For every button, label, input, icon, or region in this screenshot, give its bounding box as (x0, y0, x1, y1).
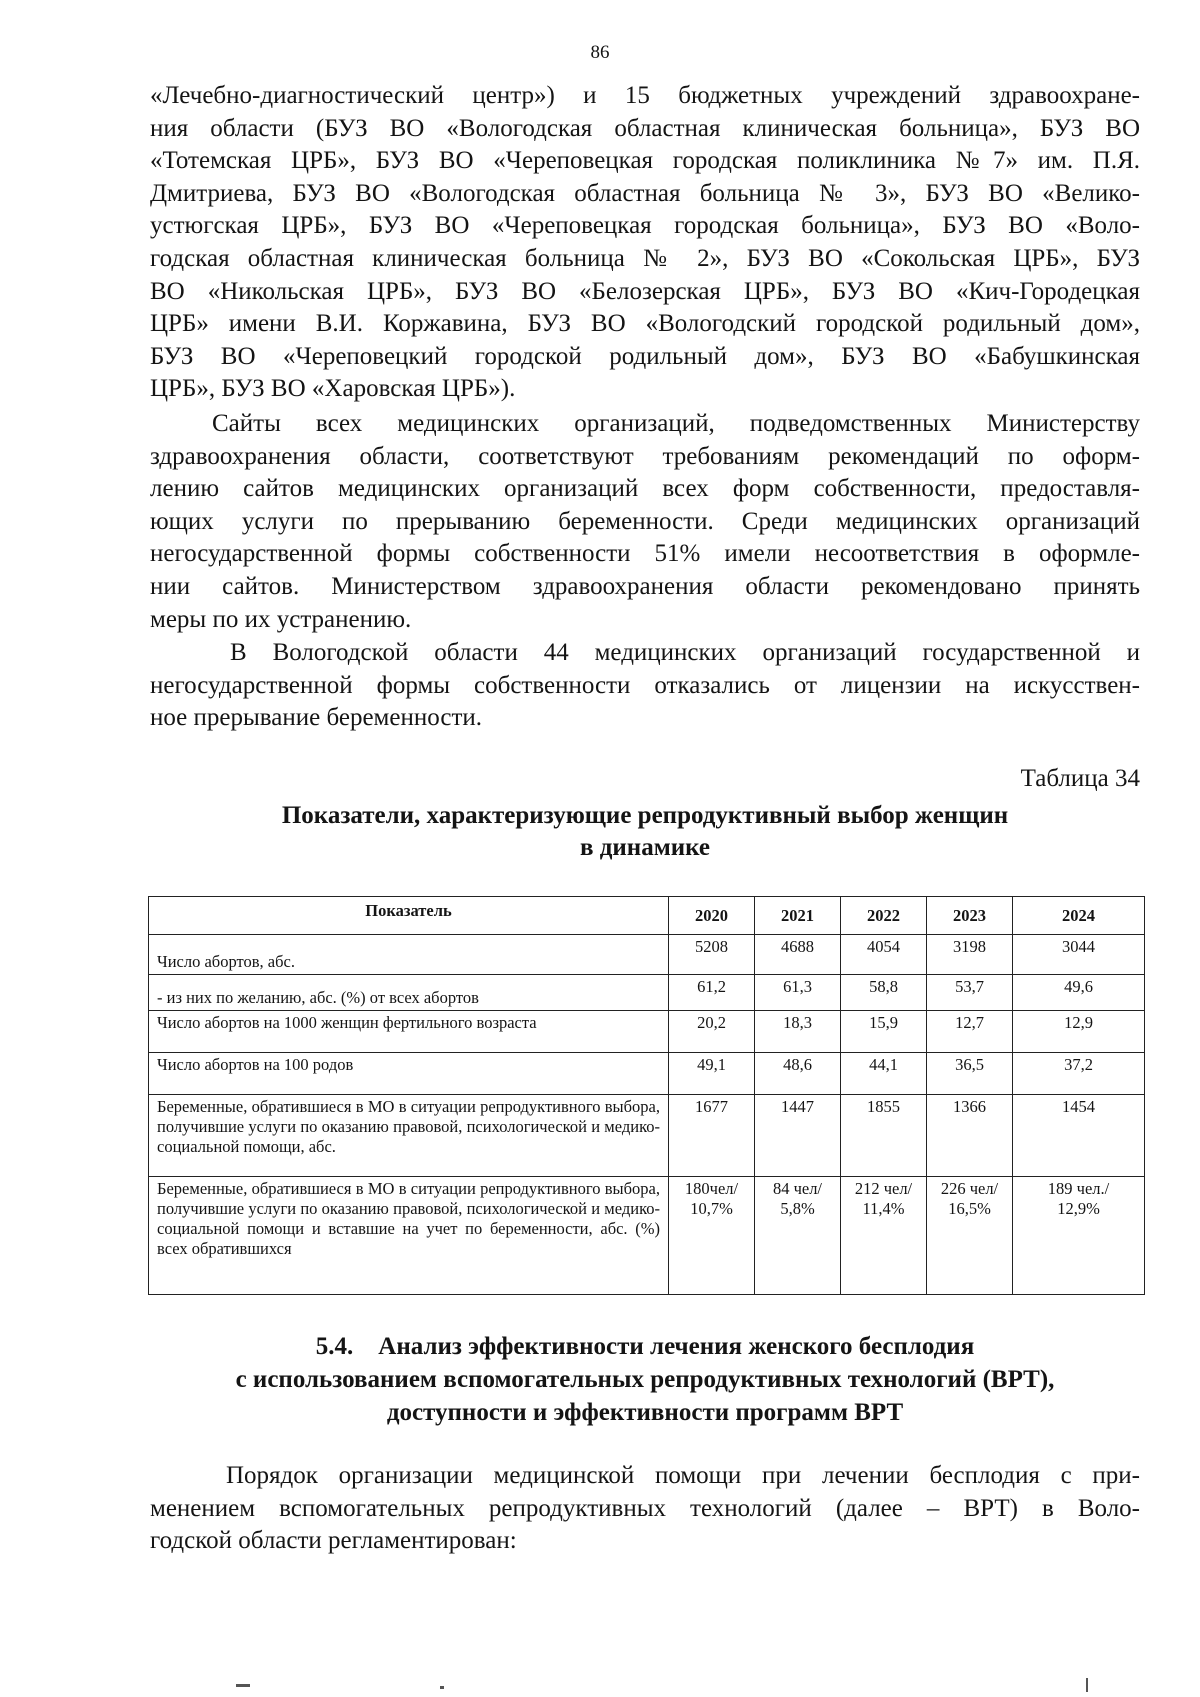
cell-value: 48,6 (755, 1053, 841, 1095)
cell-value: 1447 (755, 1095, 841, 1177)
header-indicator: Показатель (149, 897, 669, 935)
cell-count: 212 чел/ (854, 1179, 913, 1198)
paragraph-websites (150, 408, 1140, 636)
text-line: ния области (БУЗ ВО «Вологодская областная клиническая больница», БУЗ ВО (150, 114, 1140, 142)
table-row (149, 935, 1145, 975)
header-year: 2023 (927, 897, 1013, 935)
table-title-line: в динамике (579, 834, 711, 861)
table-title-line: Показатели, характеризующие репродуктивный выбор женщин (281, 802, 1009, 829)
cell-value (669, 1177, 755, 1295)
header-year: 2020 (669, 897, 755, 935)
cell-value: 12,9 (1013, 1011, 1145, 1053)
text-line: менением вспомогательных репродуктивных технологий (далее – ВРТ) в Воло- (150, 1494, 1140, 1522)
table-row (149, 1177, 1145, 1295)
cell-value: 1366 (927, 1095, 1013, 1177)
cell-value (841, 1177, 927, 1295)
cell-value: 20,2 (669, 1011, 755, 1053)
scan-artifact (1086, 1678, 1088, 1692)
table-row (149, 1011, 1145, 1053)
cell-value: 1855 (841, 1095, 927, 1177)
cell-value: 4688 (755, 935, 841, 975)
header-year: 2024 (1013, 897, 1145, 935)
text-line: годская областная клиническая больница № 2», БУЗ ВО «Сокольская ЦРБ», БУЗ (150, 244, 1140, 272)
cell-value: 44,1 (841, 1053, 927, 1095)
cell-value: 4054 (841, 935, 927, 975)
paragraph-licenses (150, 637, 1140, 735)
scan-artifact (440, 1686, 444, 1689)
row-indicator: Число абортов, абс. (149, 935, 669, 975)
section-heading-line (150, 1330, 1140, 1363)
paragraph-art-order (150, 1460, 1140, 1558)
cell-value: 49,1 (669, 1053, 755, 1095)
cell-value: 61,2 (669, 975, 755, 1011)
row-indicator: Число абортов на 1000 женщин фертильного возраста (149, 1011, 669, 1053)
cell-percent: 10,7% (690, 1199, 733, 1218)
table-label: Таблица 34 (1020, 765, 1140, 792)
cell-value: 3198 (927, 935, 1013, 975)
cell-value (927, 1177, 1013, 1295)
cell-percent: 16,5% (948, 1199, 991, 1218)
section-heading-line: доступности и эффективности программ ВРТ (386, 1399, 904, 1426)
cell-value: 36,5 (927, 1053, 1013, 1095)
cell-value: 15,9 (841, 1011, 927, 1053)
cell-count: 189 чел./ (1047, 1179, 1110, 1198)
text-line: В Вологодской области 44 медицинских организаций государственной и (230, 639, 1140, 666)
text-line: годской области регламентирован: (150, 1527, 517, 1555)
cell-value: 58,8 (841, 975, 927, 1011)
text-line: негосударственной формы собственности 51% имели несоответствия в оформле- (150, 540, 1140, 568)
text-line: Порядок организации медицинской помощи при лечении бесплодия с при- (226, 1462, 1140, 1489)
row-indicator: - из них по желанию, абс. (%) от всех абортов (149, 975, 669, 1011)
text-line: Дмитриева, БУЗ ВО «Вологодская областная больница № 3», БУЗ ВО «Велико- (150, 179, 1140, 207)
row-indicator: Беременные, обратившиеся в МО в ситуации репродуктивного выбора, получившие услуги по оказанию правовой, психологической и медико-социальной помощи, абс. (149, 1095, 669, 1177)
text-line: ВО «Никольская ЦРБ», БУЗ ВО «Белозерская ЦРБ», БУЗ ВО «Кич-Городецкая (150, 277, 1140, 305)
cell-value: 18,3 (755, 1011, 841, 1053)
scan-artifact (236, 1684, 250, 1687)
page-number: 86 (590, 42, 610, 63)
text-line: лению сайтов медицинских организаций всех форм собственности, предоставля- (150, 475, 1140, 503)
table-row (149, 1095, 1145, 1177)
text-line: Сайты всех медицинских организаций, подведомственных Министерству (212, 410, 1140, 437)
text-line: «Тотемская ЦРБ», БУЗ ВО «Череповецкая городская поликлиника №7» им. П.Я. (150, 147, 1140, 175)
cell-value: 12,7 (927, 1011, 1013, 1053)
cell-value: 61,3 (755, 975, 841, 1011)
cell-percent: 12,9% (1057, 1199, 1100, 1218)
row-indicator: Беременные, обратившиеся в МО в ситуации репродуктивного выбора, получившие услуги по оказанию правовой, психологической и медико-социальной помощи и вставшие на учет по беременности, абс. (%) всех обратившихся (149, 1177, 669, 1295)
cell-value: 5208 (669, 935, 755, 975)
text-line: ное прерывание беременности. (150, 704, 483, 732)
cell-percent: 11,4% (862, 1199, 905, 1218)
section-heading-line: с использованием вспомогательных репродуктивных технологий (ВРТ), (235, 1366, 1055, 1393)
cell-value (1013, 1177, 1145, 1295)
cell-value: 3044 (1013, 935, 1145, 975)
text-line: БУЗ ВО «Череповецкий городской родильный дом», БУЗ ВО «Бабушкинская (150, 342, 1140, 370)
cell-value (755, 1177, 841, 1295)
table-row (149, 1053, 1145, 1095)
text-line: негосударственной формы собственности отказались от лицензии на искусствен- (150, 671, 1140, 699)
table-row (149, 975, 1145, 1011)
cell-value: 1677 (669, 1095, 755, 1177)
table-title (150, 800, 1140, 864)
text-line: «Лечебно-диагностический центр») и 15 бюджетных учреждений здравоохране- (150, 82, 1140, 109)
text-line: меры по их устранению. (150, 605, 412, 633)
cell-value: 53,7 (927, 975, 1013, 1011)
section-number: 5.4. (315, 1333, 354, 1360)
paragraph-organizations-list (150, 80, 1140, 406)
header-year: 2022 (841, 897, 927, 935)
header-year: 2021 (755, 897, 841, 935)
cell-value: 37,2 (1013, 1053, 1145, 1095)
cell-count: 180чел/ (684, 1179, 739, 1198)
cell-count: 84 чел/ (772, 1179, 823, 1198)
cell-value: 49,6 (1013, 975, 1145, 1011)
table-header-row (149, 897, 1145, 935)
cell-percent: 5,8% (780, 1199, 815, 1218)
text-line: нии сайтов. Министерством здравоохранения области рекомендовано принять (150, 572, 1140, 600)
row-indicator: Число абортов на 100 родов (149, 1053, 669, 1095)
section-heading (150, 1330, 1140, 1429)
text-line: ЦРБ», БУЗ ВО «Харовская ЦРБ»). (150, 375, 516, 403)
text-line: устюгская ЦРБ», БУЗ ВО «Череповецкая городская больница», БУЗ ВО «Воло- (150, 212, 1140, 240)
reproductive-choice-table (148, 896, 1145, 1295)
cell-count: 226 чел/ (940, 1179, 999, 1198)
text-line: ющих услуги по прерыванию беременности. Среди медицинских организаций (150, 507, 1140, 535)
section-title-part: Анализ эффективности лечения женского бесплодия (378, 1333, 975, 1360)
text-line: здравоохранения области, соответствуют требованиям рекомендаций по оформ- (150, 442, 1140, 470)
text-line: ЦРБ» имени В.И. Коржавина, БУЗ ВО «Вологодский городской родильный дом», (150, 310, 1140, 338)
cell-value: 1454 (1013, 1095, 1145, 1177)
